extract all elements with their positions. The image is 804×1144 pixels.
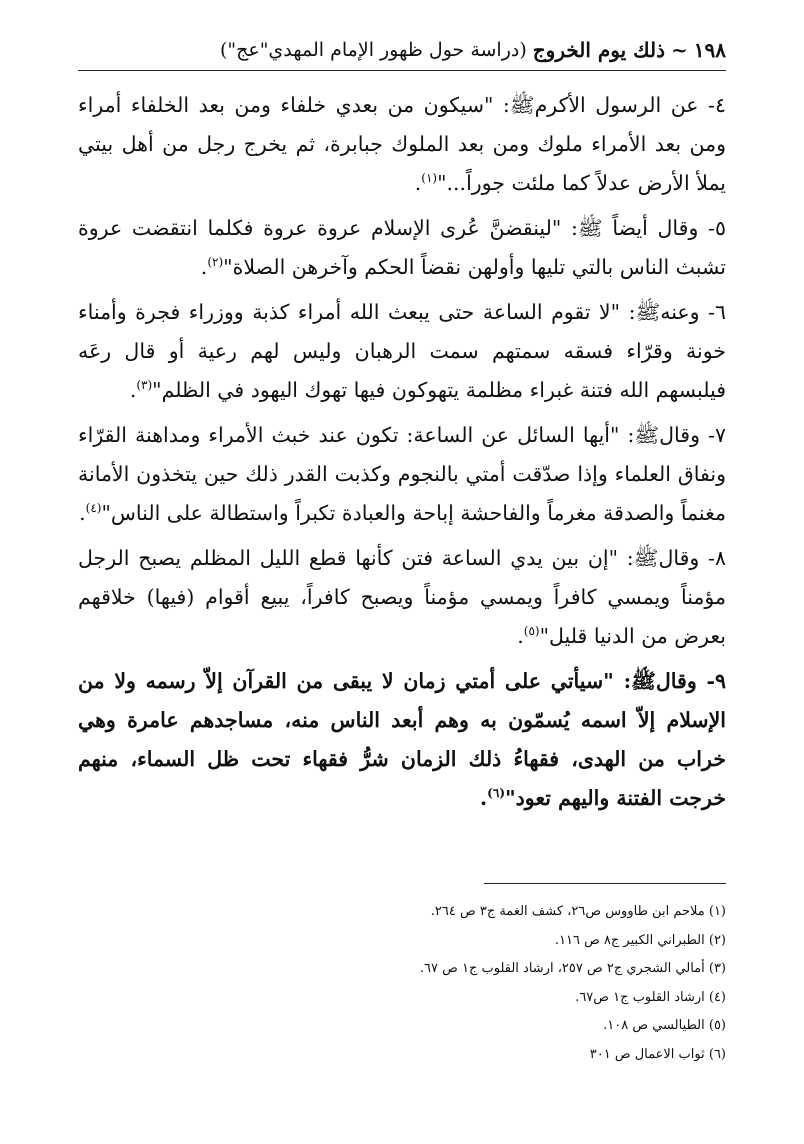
footnote-2: (٢) الطبراني الكبير ج٨ ص ١١٦. <box>554 932 726 948</box>
footnote-1: (١) ملاحم ابن طاووس ص٢٦، كشف الغمة ج٣ ص ٢٦٤. <box>430 904 726 919</box>
hadith-paragraph-9: ٩- وقالﷺ: "سيأتي على أمتي زمان لا يبقى من القرآن إلاّ رسمه ولا من الإسلام إلاّ اسمه يُسمّون به وهم أبعد الناس منه، مساجدهم عامرة وهي خراب من الهدى، فقهاءُ ذلك الزمان شرُّ فقهاء تحت ظل السماء، منهم خرجت الفتنة واليهم تعود"$^{(٦)}$. <box>78 669 726 810</box>
book-title: ذلك يوم الخروج <box>532 38 665 62</box>
paragraph-text: ٩- وقالﷺ: "سيأتي على أمتي زمان لا يبقى من القرآن إلاّ رسمه ولا من الإسلام إلاّ اسمه يُسمّون به وهم أبعد الناس منه، مساجدهم عامرة وهي خراب من الهدى، فقهاءُ ذلك الزمان شرُّ فقهاء تحت ظل السماء، منهم خرجت الفتنة واليهم تعود" <box>78 669 726 810</box>
running-header <box>78 30 726 71</box>
footnote-5: (٥) الطيالسي ص ١٠٨. <box>603 1018 726 1033</box>
paragraph-text: ٨- وقالﷺ: "إن بين يدي الساعة فتن كأنها قطع الليل المظلم يصبح الرجل مؤمناً ويمسي كافراً ويمسي مؤمناً ويصبح كافراً، يبيع أقوام (فيها) خلاقهم بعرض من الدنيا قليل" <box>78 546 726 648</box>
footnote-3: (٣) أمالي الشجري ج٢ ص ٢٥٧، ارشاد القلوب ج١ ص ٦٧. <box>419 961 726 976</box>
footnote-ref[interactable]: (١) <box>421 171 438 186</box>
paragraph-text: ٥- وقال أيضاً ﷺ: "لينقضنَّ عُرى الإسلام عروة عروة فكلما انتقضت عروة تشبث الناس بالتي تليها وأولهن نقضاً الحكم وآخرهن الصلاة" <box>78 216 726 279</box>
paragraph-text: ٧- وقالﷺ: "أيها السائل عن الساعة: تكون عند خبث الأمراء ومداهنة القرّاء ونفاق العلماء وإذا صدّقت أمتي بالنجوم وكذبت القدر ذلك حين يتخذون الأمانة مغنماً والصدقة مغرماً والفاحشة إباحة والعبادة تكبراً واستطالة على الناس" <box>78 423 726 525</box>
footnote-ref[interactable]: (٦) <box>487 786 505 801</box>
hadith-paragraph-7: ٧- وقالﷺ: "أيها السائل عن الساعة: تكون عند خبث الأمراء ومداهنة القرّاء ونفاق العلماء وإذا صدّقت أمتي بالنجوم وكذبت القدر ذلك حين يتخذون الأمانة مغنماً والصدقة مغرماً والفاحشة إباحة والعبادة تكبراً واستطالة على الناس"$^{(٤)}$. <box>78 423 726 525</box>
hadith-paragraph-4: ٤- عن الرسول الأكرمﷺ: "سيكون من بعدي خلفاء ومن بعد الخلفاء أمراء ومن بعد الأمراء ملوك ومن بعد الملوك جبابرة، ثم يخرج رجل من أهل بيتي يملأ الأرض عدلاً كما ملئت جوراً..."$^{(١)}$. <box>78 93 726 195</box>
footnote-4: (٤) ارشاد القلوب ج١ ص٦٧. <box>575 989 726 1005</box>
footnote-ref[interactable]: (٤) <box>85 501 102 516</box>
header-mark: ~ <box>671 38 688 62</box>
hadith-paragraph-5: ٥- وقال أيضاً ﷺ: "لينقضنَّ عُرى الإسلام عروة عروة فكلما انتقضت عروة تشبث الناس بالتي تليها وأولهن نقضاً الحكم وآخرهن الصلاة"$^{(٢)}$. <box>78 216 726 279</box>
paragraph-text: ٤- عن الرسول الأكرمﷺ: "سيكون من بعدي خلفاء ومن بعد الخلفاء أمراء ومن بعد الأمراء ملوك ومن بعد الملوك جبابرة، ثم يخرج رجل من أهل بيتي يملأ الأرض عدلاً كما ملئت جوراً..." <box>78 93 726 195</box>
main-text <box>78 86 726 824</box>
hadith-paragraph-8: ٨- وقالﷺ: "إن بين يدي الساعة فتن كأنها قطع الليل المظلم يصبح الرجل مؤمناً ويمسي كافراً ويمسي مؤمناً ويصبح كافراً، يبيع أقوام (فيها) خلاقهم بعرض من الدنيا قليل"$^{(٥)}$. <box>78 546 726 648</box>
book-subtitle: (دراسة حول ظهور الإمام المهدي"عج") <box>219 39 527 61</box>
footnotes <box>78 898 726 1069</box>
page-number: ١٩٨ <box>693 38 726 62</box>
footnote-divider <box>484 883 726 884</box>
footnote-6: (٦) ثواب الاعمال ص ٣٠١ <box>589 1046 726 1062</box>
footnote-ref[interactable]: (٥) <box>523 624 540 639</box>
hadith-paragraph-6: ٦- وعنهﷺ: "لا تقوم الساعة حتى يبعث الله أمراء كذبة ووزراء فجرة وأمناء خونة وقرّاء فسقه سمتهم سمت الرهبان وليس لهم رعية أو قال رعَه فيلبسهم الله فتنة غبراء مظلمة يتهوكون فيها تهوك اليهود في الظلم"$^{(٣)}$. <box>78 300 726 402</box>
footnote-ref[interactable]: (٢) <box>207 255 224 270</box>
paragraph-text: ٦- وعنهﷺ: "لا تقوم الساعة حتى يبعث الله أمراء كذبة ووزراء فجرة وأمناء خونة وقرّاء فسقه سمتهم سمت الرهبان وليس لهم رعية أو قال رعَه فيلبسهم الله فتنة غبراء مظلمة يتهوكون فيها تهوك اليهود في الظلم" <box>78 300 726 402</box>
footnote-ref[interactable]: (٣) <box>136 378 153 393</box>
